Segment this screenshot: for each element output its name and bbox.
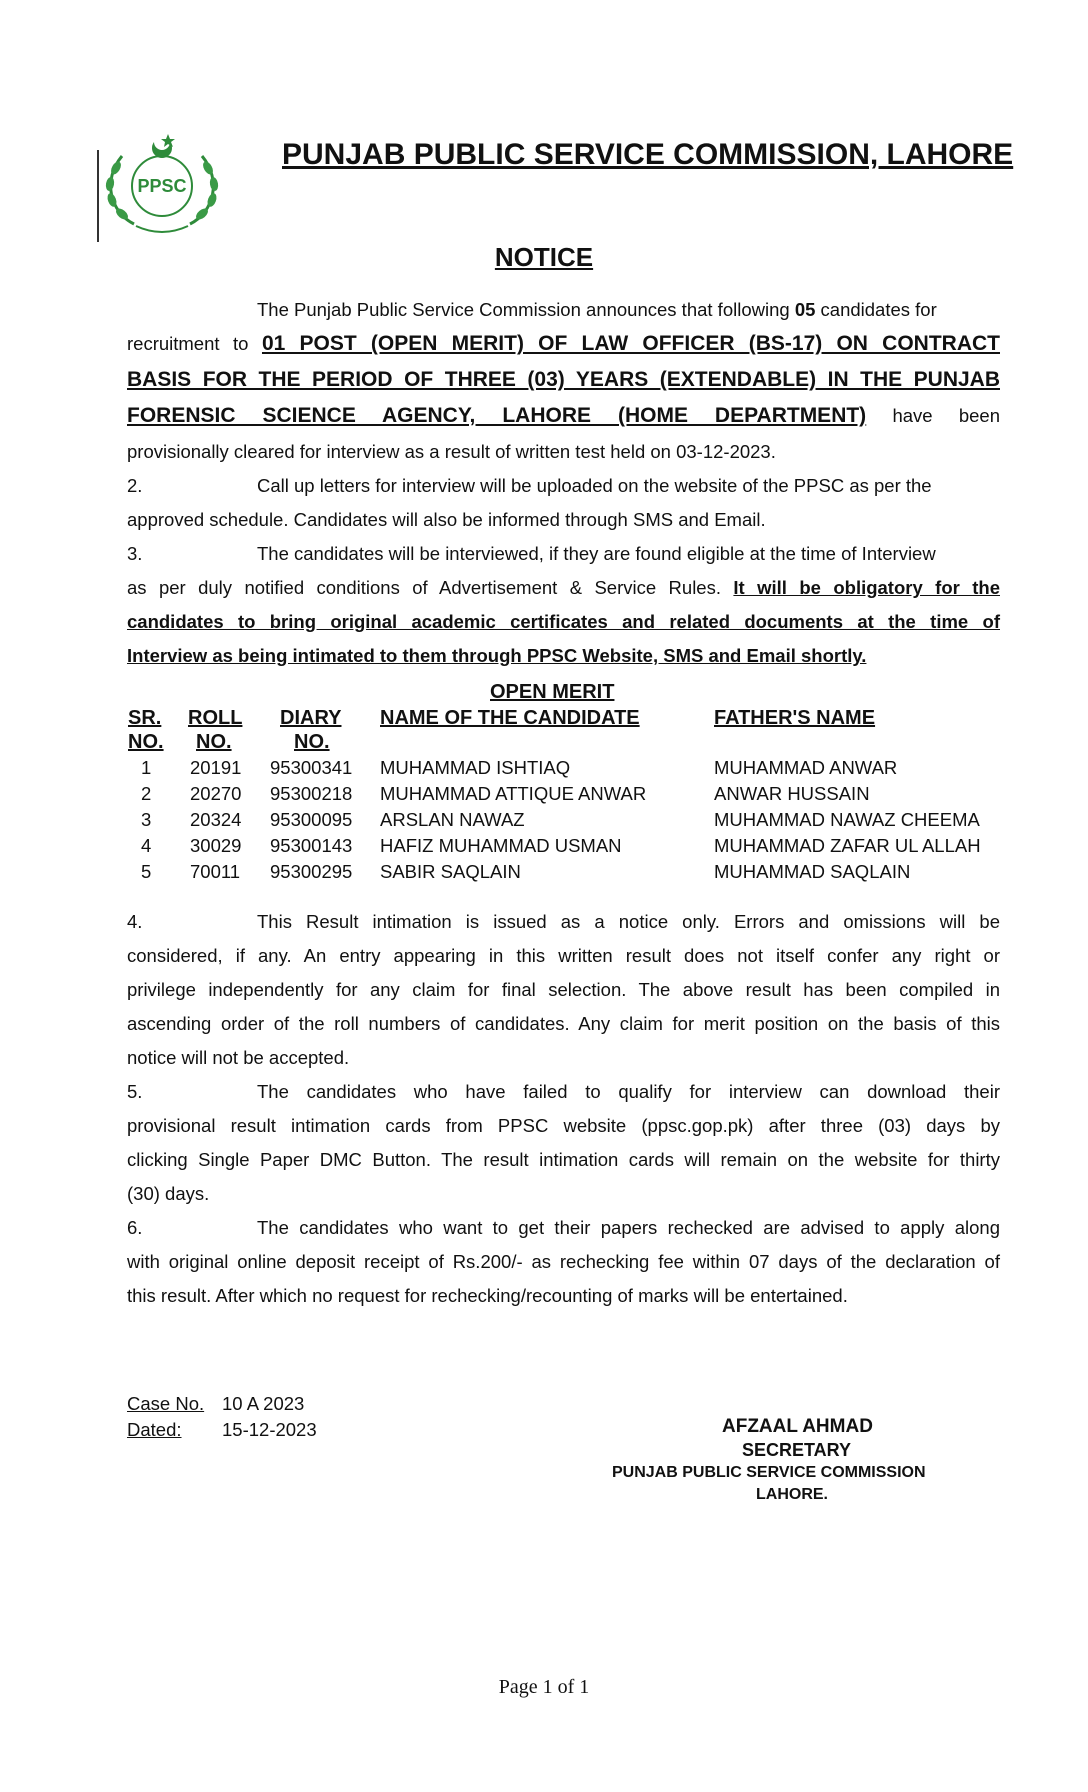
para5-line-4: (30) days. xyxy=(127,1183,210,1204)
table-caption: OPEN MERIT xyxy=(490,681,615,703)
org-title: PUNJAB PUBLIC SERVICE COMMISSION, LAHORE xyxy=(282,138,1014,171)
para3-line-1: 3. The candidates will be interviewed, if they are found eligible at the time of Interview xyxy=(127,543,936,564)
para4-line-3: privilege independently for any claim for final selection. The above result has been compiled in xyxy=(127,979,1000,1000)
para6-line-2: with original online deposit receipt of Rs.200/- as rechecking fee within 07 days of the declaration of xyxy=(127,1251,1000,1272)
para1-line-2: recruitment to 01 POST (OPEN MERIT) OF LAW OFFICER (BS-17) ON CONTRACT xyxy=(127,332,1000,355)
dated-label: Dated: xyxy=(127,1419,182,1440)
para1-line-3: BASIS FOR THE PERIOD OF THREE (03) YEARS (EXTENDABLE) IN THE PUNJAB xyxy=(127,368,1000,391)
header-sr: SR. xyxy=(128,707,162,729)
notice-title: NOTICE xyxy=(494,242,594,272)
para4-line-1: 4. This Result intimation is issued as a notice only. Errors and omissions will be xyxy=(127,911,1000,932)
para1-line-4: FORENSIC SCIENCE AGENCY, LAHORE (HOME DEPARTMENT) have been xyxy=(127,404,1000,427)
para2-line-2: approved schedule. Candidates will also be informed through SMS and Email. xyxy=(127,509,766,530)
header-sr-no: NO. xyxy=(128,731,164,753)
para1-line-1: The Punjab Public Service Commission announces that following 05 candidates for xyxy=(257,299,937,320)
header-diary-no: NO. xyxy=(294,731,330,753)
para4-line-2: considered, if any. An entry appearing in this written result does not itself confer any right or xyxy=(127,945,1000,966)
signatory-org: PUNJAB PUBLIC SERVICE COMMISSION xyxy=(612,1464,926,1481)
case-value: 10 A 2023 xyxy=(222,1393,305,1414)
para3-line-4: Interview as being intimated to them through PPSC Website, SMS and Email shortly. xyxy=(127,645,867,666)
ppsc-logo xyxy=(92,128,232,240)
para5-line-2: provisional result intimation cards from PPSC website (ppsc.gop.pk) after three (03) days by xyxy=(127,1115,1000,1136)
case-label: Case No. xyxy=(127,1393,205,1414)
para3-line-2: as per duly notified conditions of Advertisement & Service Rules. It will be obligatory for the xyxy=(127,577,1000,598)
para6-line-1: 6. The candidates who want to get their papers rechecked are advised to apply along xyxy=(127,1217,1000,1238)
signatory-name: AFZAAL AHMAD xyxy=(722,1416,873,1437)
header-diary: DIARY xyxy=(280,707,342,729)
header-father-name: FATHER'S NAME xyxy=(714,707,876,729)
para4-line-5: notice will not be accepted. xyxy=(127,1047,350,1068)
para2-line-1: 2. Call up letters for interview will be uploaded on the website of the PPSC as per the xyxy=(127,475,932,496)
para4-line-4: ascending order of the roll numbers of candidates. Any claim for merit position on the basis of this xyxy=(127,1013,1000,1034)
header-candidate-name: NAME OF THE CANDIDATE xyxy=(380,707,640,729)
header-roll-no: NO. xyxy=(196,731,232,753)
para6-line-3: this result. After which no request for rechecking/recounting of marks will be entertained. xyxy=(127,1285,848,1306)
page-number: Page 1 of 1 xyxy=(498,1676,590,1698)
signatory-designation: SECRETARY xyxy=(742,1440,852,1460)
header-roll: ROLL xyxy=(188,707,243,729)
para3-line-3: candidates to bring original academic certificates and related documents at the time of xyxy=(127,611,1000,632)
para1-line-5: provisionally cleared for interview as a result of written test held on 03-12-2023. xyxy=(127,441,776,462)
para5-line-1: 5. The candidates who have failed to qualify for interview can download their xyxy=(127,1081,1000,1102)
logo-text: PPSC xyxy=(137,176,187,196)
para5-line-3: clicking Single Paper DMC Button. The result intimation cards will remain on the website for thirty xyxy=(127,1149,1000,1170)
signatory-city: LAHORE. xyxy=(756,1486,828,1503)
dated-value: 15-12-2023 xyxy=(222,1419,317,1440)
